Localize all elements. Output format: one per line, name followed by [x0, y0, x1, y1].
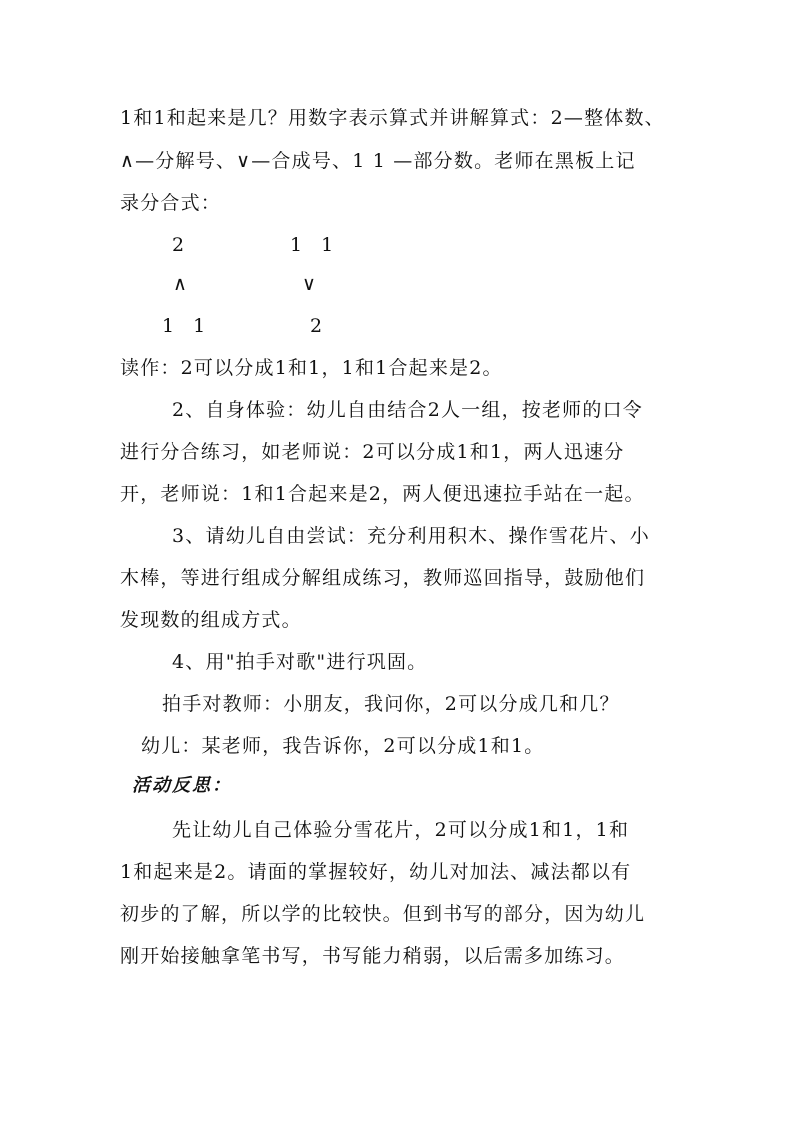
step3-line2: 木棒，等进行组成分解组成练习，教师巡回指导，鼓励他们 — [120, 567, 646, 589]
paragraph1-line2: ∧—分解号、∨—合成号、1 1 —部分数。老师在黑板上记 — [120, 150, 636, 172]
step2-line1: 2、自身体验：幼儿自由结合2人一组，按老师的口令 — [172, 399, 643, 421]
step3-line3: 发现数的组成方式。 — [120, 609, 302, 631]
step3-line1: 3、请幼儿自由尝试：充分利用积木、操作雪花片、小 — [172, 525, 650, 547]
reading-line: 读作：2可以分成1和1，1和1合起来是2。 — [120, 357, 503, 379]
step2-line2: 进行分合练习，如老师说：2可以分成1和1，两人迅速分 — [120, 441, 625, 463]
diagram-split-top: 2 — [172, 234, 185, 256]
reflection-heading: 活动反思： — [132, 775, 232, 796]
diagram-merge-bottom: 2 — [310, 315, 323, 337]
dialogue-child: 幼儿：某老师，我告诉你，2可以分成1和1。 — [141, 735, 545, 757]
paragraph1-line1: 1和1和起来是几？用数字表示算式并讲解算式：2—整体数、 — [120, 107, 665, 129]
diagram-split-sign: ∧ — [173, 273, 187, 295]
step2-line3: 开，老师说：1和1合起来是2，两人便迅速拉手站在一起。 — [120, 483, 645, 505]
reflection-line3: 初步的了解，所以学的比较快。但到书写的部分，因为幼儿 — [120, 903, 646, 925]
step4-line: 4、用"拍手对歌"进行巩固。 — [172, 651, 428, 673]
diagram-split-bottom: 1 1 — [162, 315, 206, 337]
paragraph1-line3: 录分合式： — [120, 192, 222, 214]
reflection-line1: 先让幼儿自己体验分雪花片，2可以分成1和1，1和 — [172, 819, 630, 841]
diagram-merge-sign: ∨ — [302, 273, 316, 295]
diagram-merge-top: 1 1 — [290, 234, 334, 256]
dialogue-teacher: 拍手对教师：小朋友，我问你，2可以分成几和几？ — [162, 693, 620, 715]
reflection-line4: 刚开始接触拿笔书写，书写能力稍弱，以后需多加练习。 — [120, 945, 626, 967]
reflection-line2: 1和起来是2。请面的掌握较好，幼儿对加法、减法都以有 — [120, 861, 632, 883]
